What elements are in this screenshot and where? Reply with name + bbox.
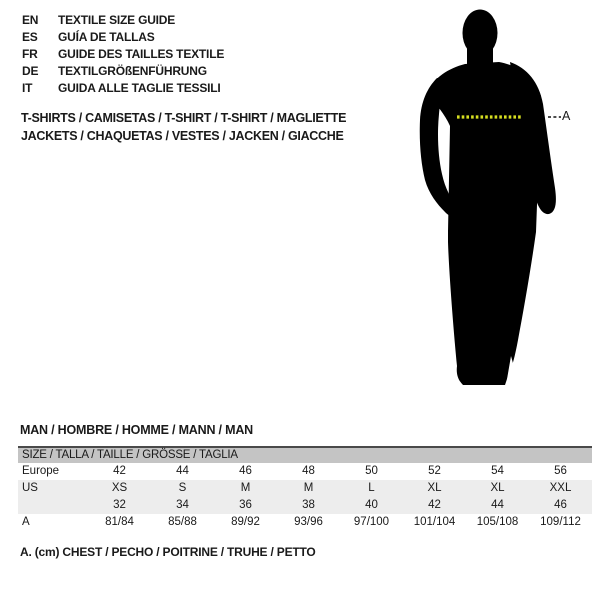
language-title-list [22,12,224,97]
language-code: IT [22,81,33,95]
man-silhouette-icon [415,4,565,389]
table-cell: 42 [113,465,126,477]
table-cell: XXL [549,482,572,494]
language-code: FR [22,47,38,61]
language-label: TEXTILE SIZE GUIDE [58,13,176,27]
language-code: ES [22,30,38,44]
table-cell: XS [111,482,128,494]
table-cell: 54 [491,465,504,477]
table-cell: 97/100 [353,516,390,528]
table-row-europe [18,463,592,480]
table-row-us-numeric [18,497,592,514]
table-cell: 46 [554,499,567,511]
language-label: TEXTILGRÖßENFÜHRUNG [58,64,207,78]
table-cell: 38 [302,499,315,511]
table-cell: 46 [239,465,252,477]
table-cell: 101/104 [413,516,456,528]
table-cell: 32 [113,499,126,511]
table-cell: 93/96 [294,516,323,528]
row-label: A [22,516,30,528]
table-cell: 56 [554,465,567,477]
table-cell: 44 [176,465,189,477]
table-cell: 52 [428,465,441,477]
table-row-chest-a [18,514,592,531]
garment-types [21,110,346,145]
table-cell: 85/88 [168,516,197,528]
size-table-header-label: SIZE / TALLA / TAILLE / GRÖSSE / TAGLIA [22,449,238,461]
table-cell: 36 [239,499,252,511]
table-cell: 89/92 [231,516,260,528]
row-label [18,497,88,514]
section-title: MAN / HOMBRE / HOMME / MANN / MAN [20,423,253,437]
garment-line-jackets: JACKETS / CHAQUETAS / VESTES / JACKEN / GIACCHE [21,128,344,143]
table-cell: 40 [365,499,378,511]
row-label: Europe [22,465,60,477]
language-label: GUÍA DE TALLAS [58,30,155,44]
list-item [22,80,224,97]
table-cell: XL [427,482,442,494]
table-cell: 50 [365,465,378,477]
table-cell: XL [490,482,505,494]
garment-line-tshirts: T-SHIRTS / CAMISETAS / T-SHIRT / T-SHIRT / MAGLIETTE [21,111,347,125]
table-cell: 44 [491,499,504,511]
list-item [22,46,224,63]
language-code: EN [22,13,39,27]
table-cell: S [178,482,187,494]
language-code: DE [22,64,39,78]
man-silhouette-figure [415,4,565,389]
list-item [22,29,224,46]
table-cell: L [368,482,375,494]
measure-label-a: A [562,109,571,123]
table-cell: M [240,482,251,494]
size-table [18,446,592,531]
table-cell: M [303,482,314,494]
list-item [22,12,224,29]
table-cell: 34 [176,499,189,511]
measurement-footnote: A. (cm) CHEST / PECHO / POITRINE / TRUHE / PETTO [20,545,316,559]
table-cell: 42 [428,499,441,511]
table-row-us [18,480,592,497]
language-label: GUIDA ALLE TAGLIE TESSILI [58,81,221,95]
row-label: US [22,482,38,494]
language-label: GUIDE DES TAILLES TEXTILE [58,47,225,61]
table-cell: 109/112 [540,516,581,528]
table-cell: 48 [302,465,315,477]
size-table-header-row [18,448,592,463]
silhouette-shapes [420,10,556,386]
table-cell: 81/84 [105,516,134,528]
table-cell: 105/108 [476,516,519,528]
list-item [22,63,224,80]
